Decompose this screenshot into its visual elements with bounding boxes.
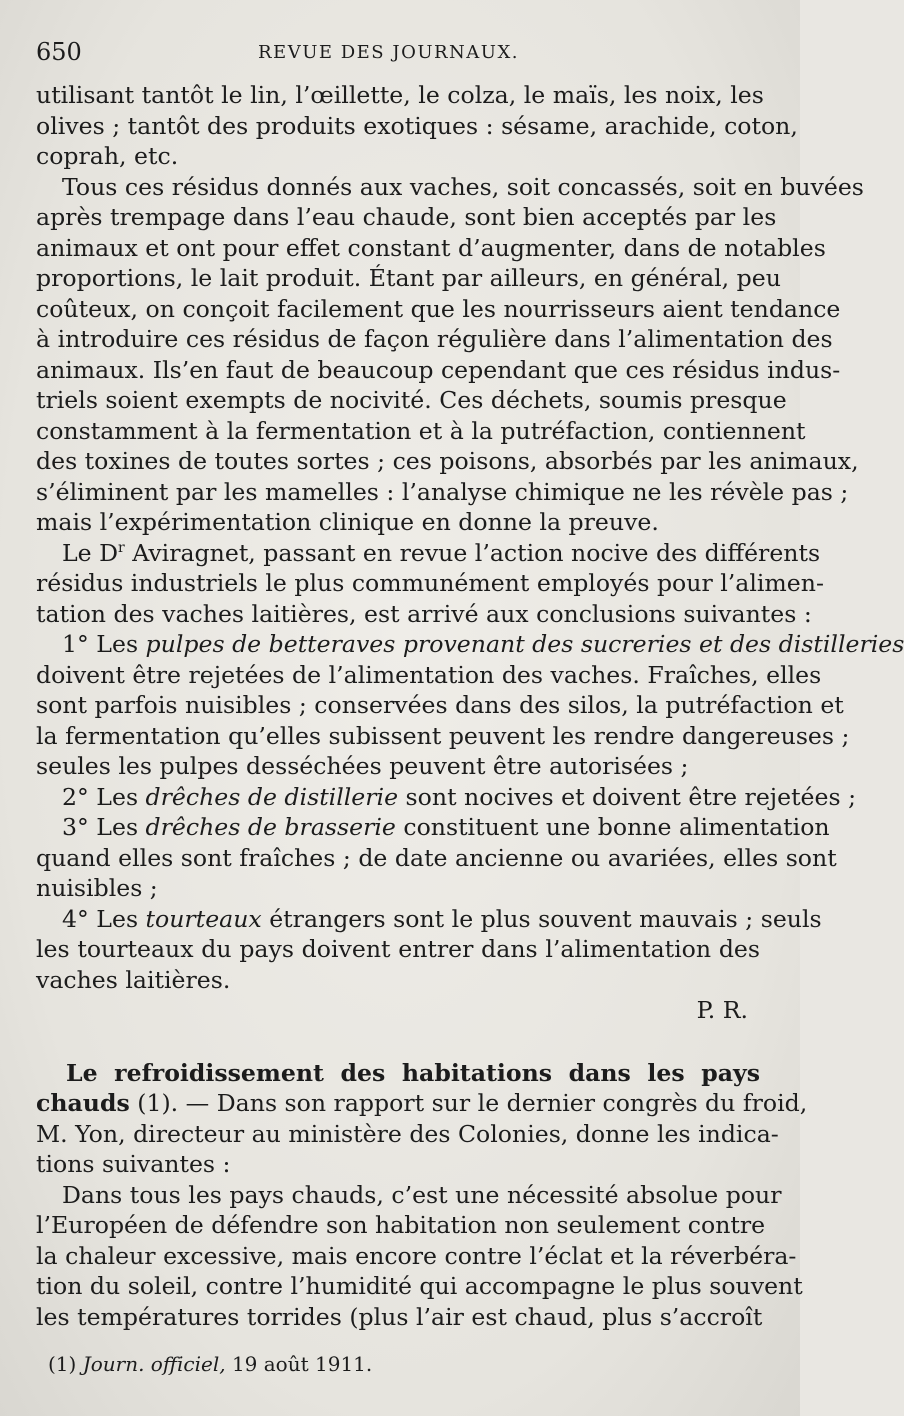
text-span: constituent une bonne alimentation — [395, 813, 830, 841]
italic-term: pulpes de betteraves provenant des sucreries et des distilleries — [145, 630, 904, 658]
text-line: vaches laitières. — [36, 965, 231, 994]
text-line — [36, 904, 822, 935]
page-header — [36, 38, 764, 72]
text-line: triels soient exempts de nocivité. Ces déchets, soumis presque — [36, 386, 787, 414]
text-line: résidus industriels le plus communément employés pour l’alimen- — [36, 569, 824, 597]
text-line — [36, 1088, 808, 1119]
footnote-marker: (1) — [48, 1352, 77, 1376]
italic-term: drêches de brasserie — [145, 813, 396, 841]
text-span: étrangers sont le plus souvent mauvais ; seuls — [261, 904, 822, 933]
text-line: après trempage dans l’eau chaude, sont bien acceptés par les — [36, 203, 777, 231]
text-line: utilisant tantôt le lin, l’œillette, le colza, le maïs, les noix, les — [36, 81, 764, 109]
text-line: doivent être rejetées de l’alimentation des vaches. Fraîches, elles — [36, 660, 822, 689]
text-line: olives ; tantôt des produits exotiques : sésame, arachide, coton, — [36, 111, 798, 140]
footnote-date: 19 août 1911. — [225, 1352, 373, 1376]
text-line: constamment à la fermentation et à la putréfaction, contiennent — [36, 416, 806, 445]
page-number: 650 — [36, 38, 82, 66]
text-line: seules les pulpes desséchées peuvent être autorisées ; — [36, 752, 689, 780]
text-span: sont nocives et doivent être rejetées ; — [398, 782, 857, 811]
text-line: des toxines de toutes sortes ; ces poisons, absorbés par les animaux, — [36, 447, 859, 475]
text-line: les tourteaux du pays doivent entrer dans l’alimentation des — [36, 935, 760, 963]
text-line: les températures torrides (plus l’air est chaud, plus s’accroît — [36, 1302, 763, 1331]
text-line — [36, 812, 830, 843]
text-span: 1° Les — [62, 630, 146, 658]
section-heading — [36, 1058, 760, 1089]
article-body — [36, 80, 904, 1332]
text-line: tation des vaches laitières, est arrivé aux conclusions suivantes : — [36, 599, 812, 628]
text-line — [36, 538, 821, 569]
text-span: (1). — Dans son rapport sur le dernier congrès du froid, — [129, 1089, 808, 1117]
text-line: animaux. Ils’en faut de beaucoup cependant que ces résidus indus- — [36, 355, 841, 384]
text-line: tion du soleil, contre l’humidité qui accompagne le plus souvent — [36, 1272, 803, 1300]
text-line — [36, 782, 857, 813]
text-line: Tous ces résidus donnés aux vaches, soit concassés, soit en buvées — [62, 172, 864, 201]
author-initials: P. R. — [696, 996, 748, 1024]
running-title: REVUE DES JOURNAUX. — [258, 42, 519, 63]
footnote-source: Journ. officiel, — [82, 1352, 226, 1376]
text-line: coûteux, on conçoit facilement que les nourrisseurs aient tendance — [36, 294, 841, 323]
bold-heading: Le refroidissement des habitations dans les pays — [66, 1058, 760, 1087]
text-span: 2° Les — [62, 782, 146, 811]
text-line: quand elles sont fraîches ; de date ancienne ou avariées, elles sont — [36, 843, 837, 872]
text-span: 3° Les — [62, 813, 146, 841]
text-line: coprah, etc. — [36, 142, 179, 170]
text-line: la fermentation qu’elles subissent peuvent les rendre dangereuses ; — [36, 721, 850, 750]
text-line: M. Yon, directeur au ministère des Colonies, donne les indica- — [36, 1119, 779, 1148]
text-line: mais l’expérimentation clinique en donne la preuve. — [36, 508, 659, 536]
text-line — [36, 629, 904, 660]
text-span: 4° Les — [62, 904, 146, 933]
text-line: à introduire ces résidus de façon régulière dans l’alimentation des — [36, 325, 833, 353]
text-line: la chaleur excessive, mais encore contre l’éclat et la réverbéra- — [36, 1241, 797, 1270]
italic-term: drêches de distillerie — [145, 782, 399, 811]
bold-heading: chauds — [36, 1089, 130, 1117]
text-line: nuisibles ; — [36, 874, 158, 902]
text-line: tions suivantes : — [36, 1150, 231, 1178]
text-line: Dans tous les pays chauds, c’est une nécessité absolue pour — [62, 1180, 782, 1209]
text-line: l’Européen de défendre son habitation non seulement contre — [36, 1211, 766, 1239]
italic-term: tourteaux — [145, 904, 262, 933]
text-line: s’éliminent par les mamelles : l’analyse chimique ne les révèle pas ; — [36, 477, 849, 506]
text-line: sont parfois nuisibles ; conservées dans des silos, la putréfaction et — [36, 691, 844, 719]
text-span: Le D — [62, 538, 119, 567]
text-span: Aviragnet, passant en revue l’action nocive des différents — [124, 538, 821, 567]
text-line: proportions, le lait produit. Étant par ailleurs, en général, peu — [36, 264, 781, 292]
section-gap — [36, 1026, 760, 1058]
footnote — [48, 1352, 372, 1376]
text-line: animaux et ont pour effet constant d’augmenter, dans de notables — [36, 233, 826, 262]
superscript: r — [118, 539, 125, 556]
